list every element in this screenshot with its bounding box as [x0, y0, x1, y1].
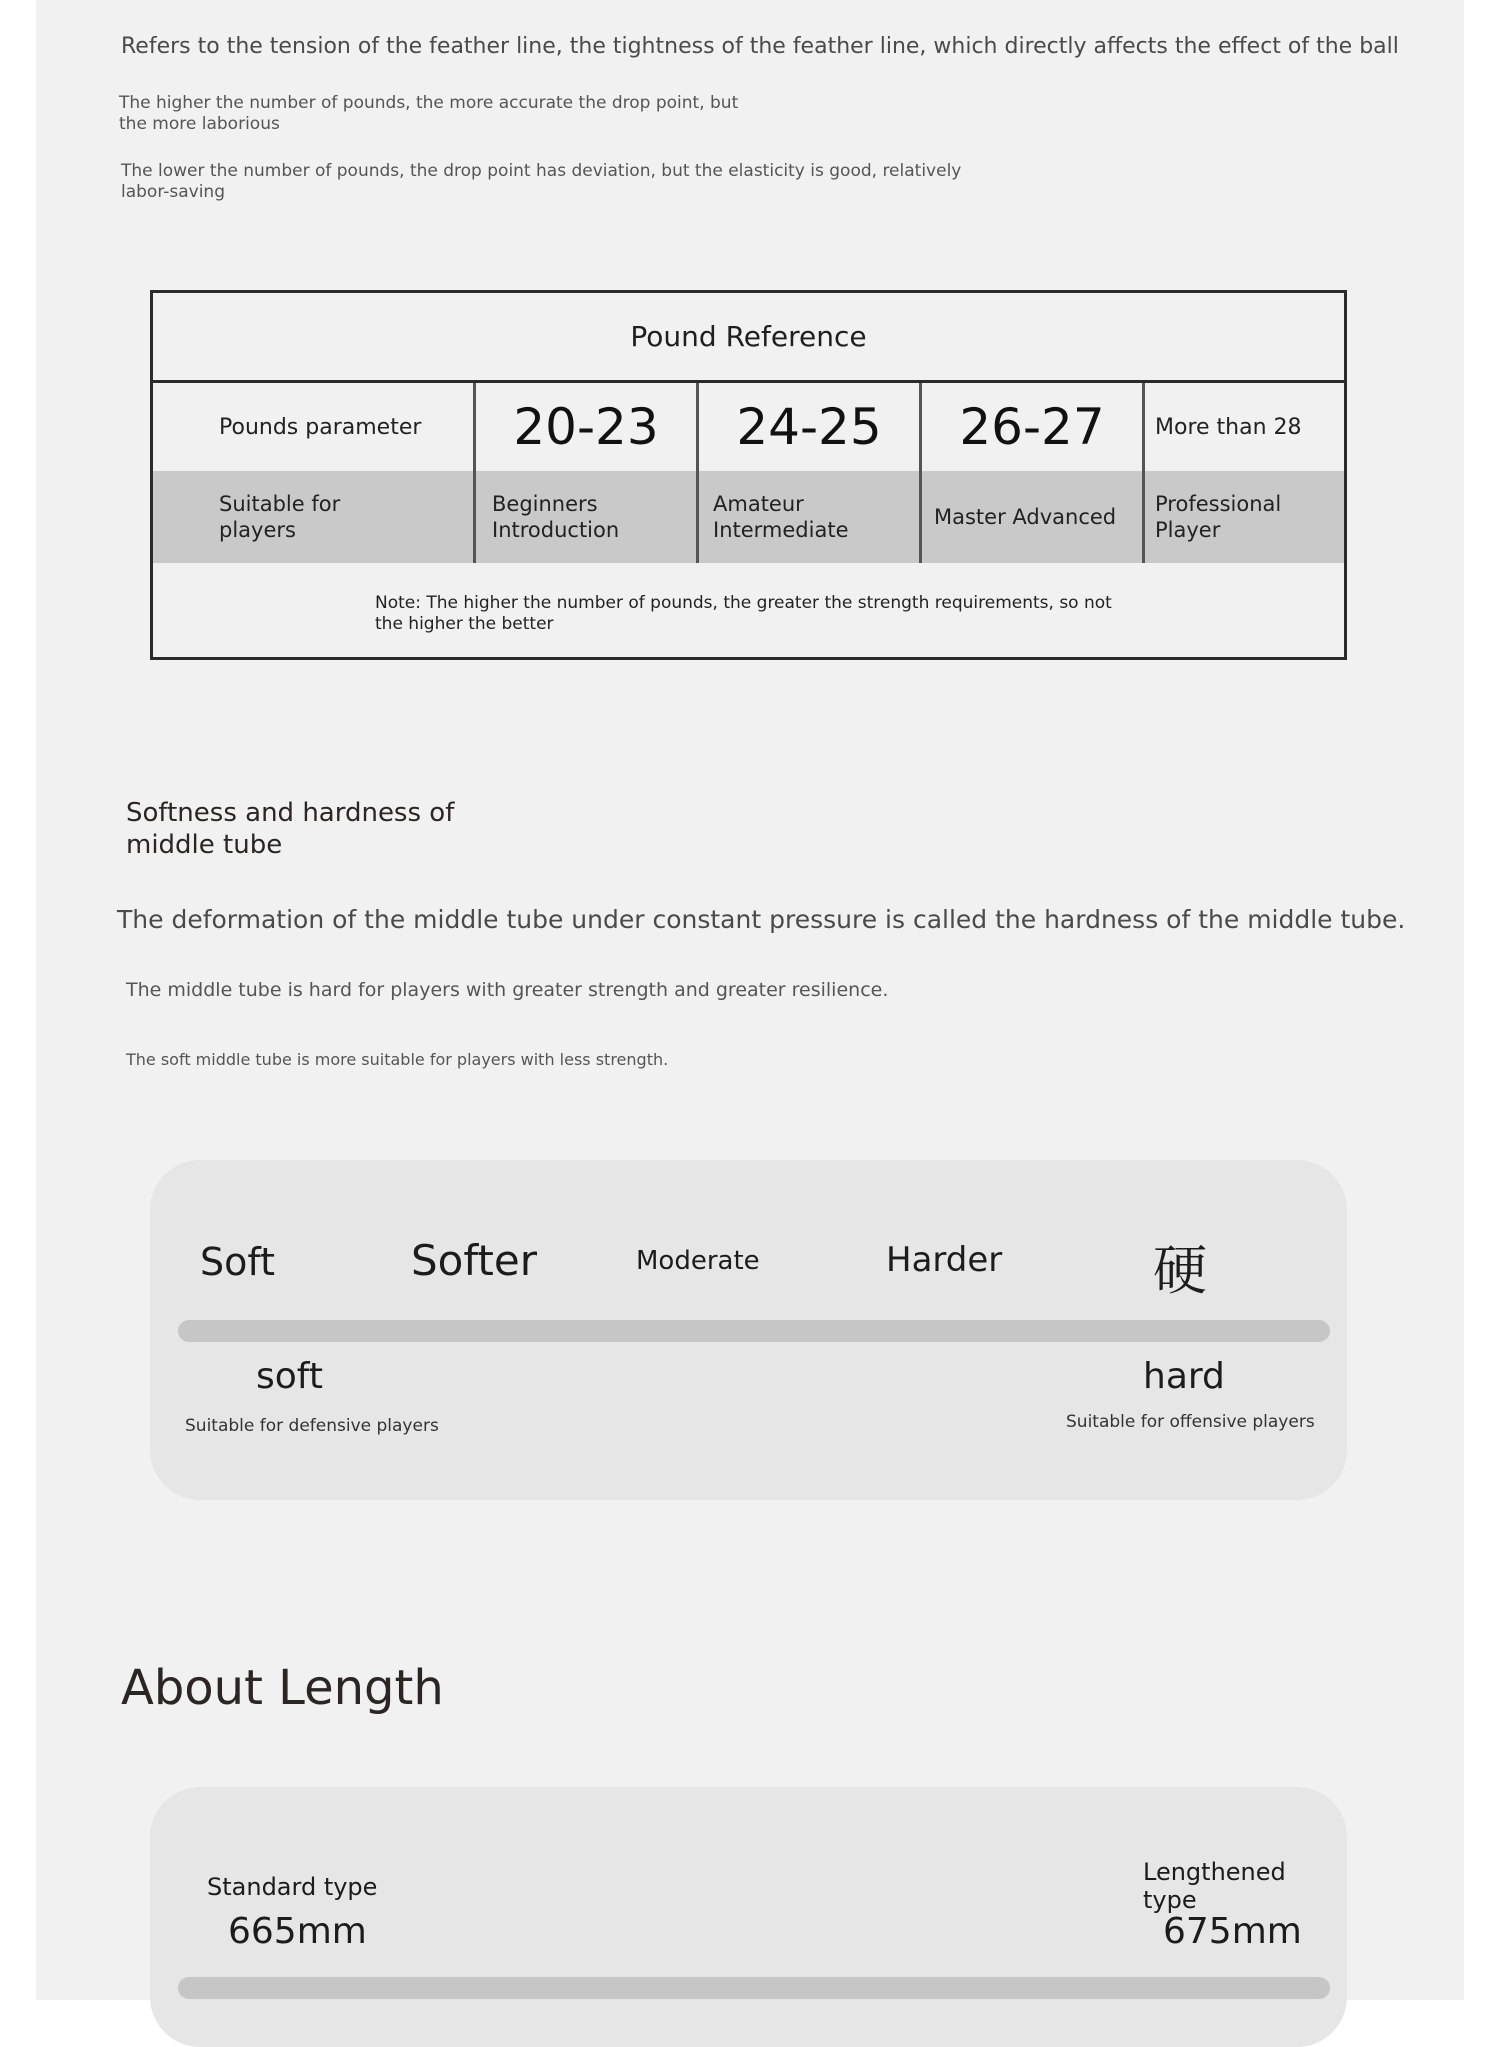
cell-text: Professional Player [1155, 492, 1282, 542]
scale-label-soft: Soft [200, 1240, 275, 1284]
length-card [150, 1787, 1347, 2047]
scale-label-hard-chinese: 硬 [1153, 1239, 1207, 1302]
standard-type-value: 665mm [228, 1911, 367, 1952]
intro-higher-text: The higher the number of pounds, the more accurate the drop point, but the more laborious [119, 93, 739, 134]
table-cell: Pounds parameter [153, 383, 476, 471]
hardness-definition: The deformation of the middle tube under constant pressure is called the hardness of the middle tube. [117, 905, 1406, 934]
cell-text: Beginners Introduction [492, 492, 620, 542]
table-cell: 20-23 [476, 383, 699, 471]
pound-param-row [153, 383, 1344, 471]
lengthened-type-value: 675mm [1163, 1911, 1302, 1952]
intro-lower-text: The lower the number of pounds, the drop point has deviation, but the elasticity is good, relatively labor-saving [121, 161, 962, 202]
scale-label-softer: Softer [411, 1236, 537, 1285]
page-sheet [36, 0, 1464, 2000]
table-cell [476, 471, 699, 563]
hardness-scale-card [150, 1160, 1347, 1500]
table-cell: Master Advanced [922, 471, 1145, 563]
table-cell: 26-27 [922, 383, 1145, 471]
table-cell [1145, 471, 1344, 563]
offensive-note: Suitable for offensive players [1066, 1412, 1315, 1432]
cell-text: Amateur Intermediate [713, 492, 849, 542]
cell-text: Suitable for players [219, 492, 341, 542]
hard-end-label: hard [1143, 1356, 1225, 1397]
hard-tube-note: The middle tube is hard for players with greater strength and greater resilience. [126, 979, 889, 1001]
hardness-scale-bar [178, 1320, 1330, 1342]
suitable-players-row [153, 471, 1344, 563]
scale-label-harder: Harder [886, 1240, 1003, 1280]
table-cell: 24-25 [699, 383, 922, 471]
soft-end-label: soft [256, 1356, 323, 1397]
table-cell: More than 28 [1155, 414, 1302, 440]
soft-tube-note: The soft middle tube is more suitable for players with less strength. [126, 1050, 669, 1069]
standard-type-label: Standard type [207, 1873, 378, 1901]
length-heading: About Length [121, 1660, 444, 1716]
scale-label-moderate: Moderate [636, 1246, 760, 1276]
pound-reference-table [150, 290, 1347, 660]
table-cell [699, 471, 922, 563]
pound-table-note: Note: The higher the number of pounds, the greater the strength requirements, so not the higher the better [375, 593, 1112, 634]
table-cell [153, 471, 476, 563]
defensive-note: Suitable for defensive players [185, 1416, 439, 1436]
pound-table-title: Pound Reference [153, 293, 1344, 383]
length-scale-bar [178, 1977, 1330, 1999]
hardness-heading: Softness and hardness of middle tube [126, 798, 455, 860]
lengthened-type-label: Lengthened type [1143, 1858, 1286, 1914]
intro-main-text: Refers to the tension of the feather line, the tightness of the feather line, which directly affects the effect of the ball [121, 34, 1399, 59]
